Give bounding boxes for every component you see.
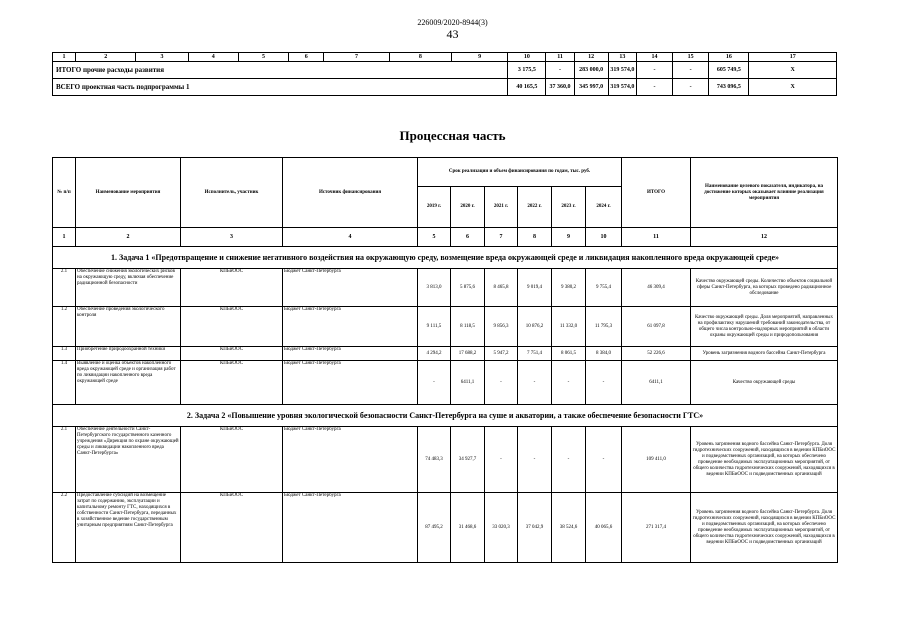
value-cell: Х	[749, 62, 837, 79]
event-name: Приобретение природоохранной техники	[76, 347, 181, 361]
header-year: 2020 г.	[451, 187, 485, 228]
table-row	[53, 347, 838, 361]
header-num: № п/п	[53, 158, 76, 228]
header-row-1	[53, 158, 838, 187]
value-cell: 605 749,5	[709, 62, 749, 79]
value-total: 52 226,6	[622, 347, 691, 361]
col-num: 11	[546, 53, 574, 62]
row-num: 2.1	[53, 427, 76, 493]
executor: КПБиООС	[181, 269, 283, 307]
executor: КПБиООС	[181, 427, 283, 493]
value-cell: 319 574,0	[608, 79, 636, 96]
value-2024: 8 384,0	[586, 347, 622, 361]
value-total: 46 309,4	[622, 269, 691, 307]
col-num: 11	[622, 228, 691, 247]
value-2023: -	[552, 361, 586, 405]
value-cell: 319 574,0	[608, 62, 636, 79]
header-event: Наименование мероприятия	[76, 158, 181, 228]
indicator: Уровень загрязнения водного бассейна Санкт-Петербурга. Доля гидротехнических сооружений, находящихся в ведении КПБиООС и подведомственных организаций, на которых обеспечено проведение необходимых эксплуатационных мероприятий, от общего количества гидротехнических сооружений, находящихся в ведении КПБиООС и подведомственных организаций	[691, 493, 838, 563]
col-num: 17	[749, 53, 837, 62]
indicator: Уровень загрязнения водного бассейна Санкт-Петербурга	[691, 347, 838, 361]
header-source: Источник финансирования	[283, 158, 418, 228]
funding-source: Бюджет Санкт-Петербурга	[283, 269, 418, 307]
value-2022: -	[518, 361, 552, 405]
event-name: Обеспечение снижения экологических рисков на окружающую среду, включая обеспечение радиационной безопасности	[76, 269, 181, 307]
funding-source: Бюджет Санкт-Петербурга	[283, 493, 418, 563]
document-id: 226009/2020-8944(3)	[417, 18, 488, 27]
col-num: 8	[518, 228, 552, 247]
value-total: 61 097,8	[622, 307, 691, 347]
col-num: 6	[451, 228, 485, 247]
value-2019: 74 483,3	[418, 427, 451, 493]
executor: КПБиООС	[181, 347, 283, 361]
process-part-table	[52, 157, 838, 563]
col-num: 9	[451, 53, 507, 62]
col-num: 2	[76, 228, 181, 247]
col-num: 2	[76, 53, 136, 62]
task-1-title-row	[53, 247, 838, 269]
value-2020: 31 468,6	[451, 493, 485, 563]
col-num: 3	[181, 228, 283, 247]
value-2019: 87 495,2	[418, 493, 451, 563]
indicator: Качество окружающей среды. Доля мероприятий, направленных на профилактику нарушений требований законодательства, от общего числа контрольно-надзорных мероприятий в области охраны окружающей среды и природопользования	[691, 307, 838, 347]
executor: КПБиООС	[181, 493, 283, 563]
value-2019: 9 111,5	[418, 307, 451, 347]
header-year: 2022 г.	[518, 187, 552, 228]
value-2023: 8 061,5	[552, 347, 586, 361]
funding-source: Бюджет Санкт-Петербурга	[283, 347, 418, 361]
indicator: Качество окружающей среды	[691, 361, 838, 405]
col-num: 12	[691, 228, 838, 247]
value-2021: 8 465,8	[485, 269, 518, 307]
total-project-part-row	[53, 79, 837, 96]
value-cell: 743 096,5	[709, 79, 749, 96]
col-num: 12	[574, 53, 608, 62]
row-num: 1.3	[53, 347, 76, 361]
col-num: 10	[508, 53, 546, 62]
value-2024: 11 795,3	[586, 307, 622, 347]
table-row	[53, 269, 838, 307]
value-cell: 40 165,5	[508, 79, 546, 96]
col-num: 5	[418, 228, 451, 247]
value-2021: 5 947,2	[485, 347, 518, 361]
value-2023: 11 332,0	[552, 307, 586, 347]
task-2-title-row	[53, 405, 838, 427]
col-num: 13	[608, 53, 636, 62]
col-num: 5	[238, 53, 288, 62]
value-cell: 345 997,0	[574, 79, 608, 96]
value-2021: -	[485, 361, 518, 405]
value-cell: -	[546, 62, 574, 79]
column-number-row	[53, 228, 838, 247]
table-row	[53, 307, 838, 347]
value-cell: 37 360,0	[546, 79, 574, 96]
header-year: 2023 г.	[552, 187, 586, 228]
value-2022: 9 019,4	[518, 269, 552, 307]
value-2022: 7 751,4	[518, 347, 552, 361]
funding-source: Бюджет Санкт-Петербурга	[283, 361, 418, 405]
value-cell: -	[673, 62, 709, 79]
value-2022: -	[518, 427, 552, 493]
col-num: 10	[586, 228, 622, 247]
col-num: 3	[136, 53, 188, 62]
executor: КПБиООС	[181, 361, 283, 405]
funding-source: Бюджет Санкт-Петербурга	[283, 427, 418, 493]
task-2-title: 2. Задача 2 «Повышение уровня экологической безопасности Санкт-Петербурга на суше и акватории, а также обеспечение безопасности ГТС»	[53, 405, 838, 427]
header-year: 2021 г.	[485, 187, 518, 228]
table-row	[53, 493, 838, 563]
value-2024: -	[586, 361, 622, 405]
col-num: 4	[188, 53, 238, 62]
header-indicator: Наименование целевого показателя, индикатора, на достижение которых оказывает влияние реализация мероприятия	[691, 158, 838, 228]
indicator: Уровень загрязнения водного бассейна Санкт-Петербурга. Доля гидротехнических сооружений, находящихся в ведении КПБиООС и подведомственных организаций, на которых обеспечено проведение необходимых эксплуатационных мероприятий, от общего количества гидротехнических сооружений, находящихся в ведении КПБиООС и подведомственных организаций	[691, 427, 838, 493]
header-year: 2019 г.	[418, 187, 451, 228]
task-1-title: 1. Задача 1 «Предотвращение и снижение негативного воздействия на окружающую среду, возмещение вреда окружающей среде и ликвидация накопленного вреда окружающей среде»	[53, 247, 838, 269]
section-title: Процессная часть	[399, 128, 506, 143]
row-label: ИТОГО прочие расходы развития	[53, 62, 508, 79]
col-num: 1	[53, 228, 76, 247]
value-2019: 4 294,2	[418, 347, 451, 361]
total-other-development-row	[53, 62, 837, 79]
value-2022: 10 876,2	[518, 307, 552, 347]
col-num: 7	[485, 228, 518, 247]
value-cell: Х	[749, 79, 837, 96]
row-num: 1.4	[53, 361, 76, 405]
value-2020: 34 927,7	[451, 427, 485, 493]
value-2020: 17 688,2	[451, 347, 485, 361]
value-2019: -	[418, 361, 451, 405]
value-cell: 283 000,0	[574, 62, 608, 79]
top-summary-table	[52, 52, 837, 96]
value-2020: 8 118,5	[451, 307, 485, 347]
value-2023: 38 524,6	[552, 493, 586, 563]
header-total: ИТОГО	[622, 158, 691, 228]
value-2019: 3 813,0	[418, 269, 451, 307]
row-num: 2.1	[53, 269, 76, 307]
event-name: Обеспечение проведения экологического контроля	[76, 307, 181, 347]
value-2021: 33 020,3	[485, 493, 518, 563]
value-2020: 6411,1	[451, 361, 485, 405]
executor: КПБиООС	[181, 307, 283, 347]
page-number: 43	[446, 27, 459, 41]
value-2021: 9 856,3	[485, 307, 518, 347]
value-total: 109 411,0	[622, 427, 691, 493]
value-cell: -	[636, 79, 672, 96]
value-2024: 40 065,6	[586, 493, 622, 563]
indicator: Качество окружающей среды. Количество объектов социальной сферы Санкт-Петербурга, на которых проведено радиационное обследование	[691, 269, 838, 307]
value-2021: -	[485, 427, 518, 493]
col-num: 7	[324, 53, 389, 62]
row-num: 2.2	[53, 493, 76, 563]
row-num: 1.2	[53, 307, 76, 347]
event-name: Выявление и оценка объектов накопленного вреда окружающей среде и организация работ по ликвидации накопленного вреда окружающей среде	[76, 361, 181, 405]
value-cell: -	[673, 79, 709, 96]
col-num: 1	[53, 53, 76, 62]
col-num: 8	[389, 53, 451, 62]
value-total: 271 317,4	[622, 493, 691, 563]
table-row	[53, 427, 838, 493]
value-cell: -	[636, 62, 672, 79]
col-num: 14	[636, 53, 672, 62]
event-name: Обеспечение деятельности Санкт-Петербургского государственного казенного учреждения «Дирекция по охране окружающей среды и ликвидации накопленного вреда Санкт-Петербурга»	[76, 427, 181, 493]
value-2024: -	[586, 427, 622, 493]
column-number-row	[53, 53, 837, 62]
row-label: ВСЕГО проектная часть подпрограммы 1	[53, 79, 508, 96]
value-2020: 5 875,6	[451, 269, 485, 307]
header-executor: Исполнитель, участник	[181, 158, 283, 228]
col-num: 4	[283, 228, 418, 247]
table-row	[53, 361, 838, 405]
header-year: 2024 г.	[586, 187, 622, 228]
col-num: 6	[289, 53, 324, 62]
value-2024: 9 755,4	[586, 269, 622, 307]
value-2023: -	[552, 427, 586, 493]
col-num: 15	[673, 53, 709, 62]
col-num: 16	[709, 53, 749, 62]
col-num: 9	[552, 228, 586, 247]
header-period: Срок реализации и объем финансирования по годам, тыс. руб.	[418, 158, 622, 187]
value-2023: 9 380,2	[552, 269, 586, 307]
funding-source: Бюджет Санкт-Петербурга	[283, 307, 418, 347]
value-2022: 37 042,9	[518, 493, 552, 563]
value-cell: 3 175,5	[508, 62, 546, 79]
event-name: Предоставление субсидий на возмещение затрат по содержанию, эксплуатации и капитальному ремонту ГТС, находящихся в собственности Санкт-Петербурга, переданных в хозяйственное ведение государственным унитарным предприятиям Санкт-Петербурга	[76, 493, 181, 563]
value-total: 6411,1	[622, 361, 691, 405]
